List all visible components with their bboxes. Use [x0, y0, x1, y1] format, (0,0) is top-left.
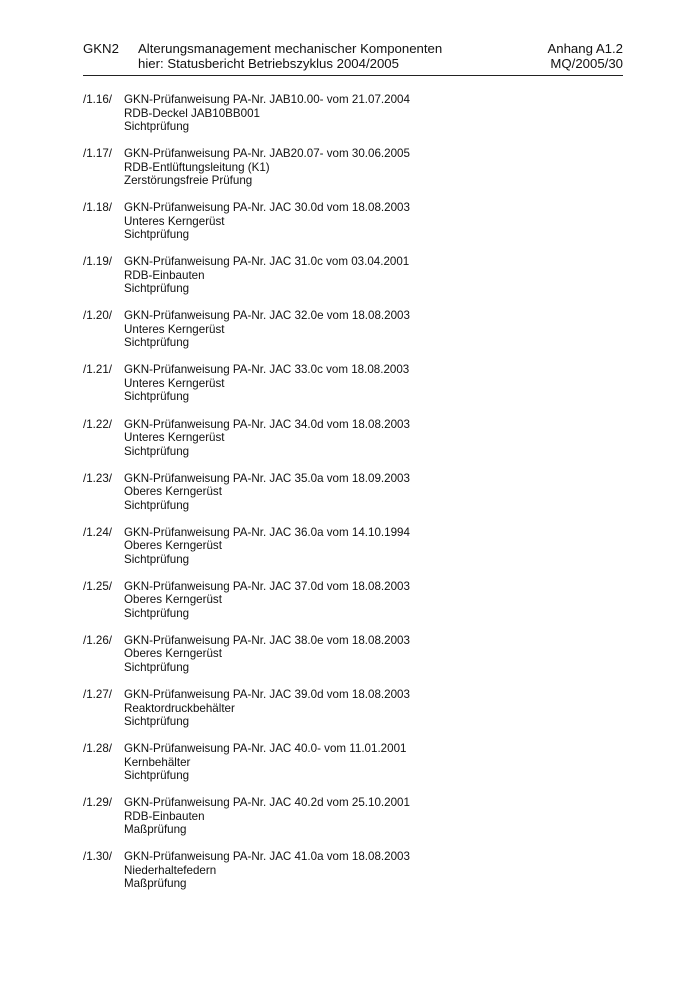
reference-item	[83, 472, 623, 513]
reference-item	[83, 580, 623, 621]
reference-test-type: Sichtprüfung	[124, 769, 190, 783]
reference-component: Oberes Kerngerüst	[124, 647, 222, 661]
reference-number: /1.27/	[83, 688, 113, 702]
reference-title: GKN-Prüfanweisung PA-Nr. JAC 38.0e vom 18.08.2003	[124, 633, 410, 647]
reference-component: Oberes Kerngerüst	[124, 485, 222, 499]
reference-title: GKN-Prüfanweisung PA-Nr. JAB20.07- vom 30.06.2005	[124, 147, 410, 161]
reference-component: RDB-Deckel JAB10BB001	[124, 106, 260, 120]
reference-item	[83, 796, 623, 837]
reference-number: /1.21/	[83, 363, 113, 377]
reference-component: Unteres Kerngerüst	[124, 431, 225, 445]
reference-test-type: Maßprüfung	[124, 877, 187, 891]
reference-body	[124, 363, 409, 404]
plant-code: GKN2	[83, 41, 119, 56]
reference-title: GKN-Prüfanweisung PA-Nr. JAC 40.2d vom 25.10.2001	[124, 796, 410, 810]
reference-body	[124, 201, 410, 242]
reference-body	[124, 255, 409, 296]
reference-test-type: Zerstörungsfreie Prüfung	[124, 174, 253, 188]
reference-title: GKN-Prüfanweisung PA-Nr. JAC 31.0c vom 03.04.2001	[124, 255, 410, 269]
reference-number: /1.26/	[83, 633, 113, 647]
reference-body	[124, 634, 410, 675]
reference-title: GKN-Prüfanweisung PA-Nr. JAC 33.0c vom 18.08.2003	[124, 363, 410, 377]
reference-item	[83, 147, 623, 188]
reference-item	[83, 363, 623, 404]
reference-component: Oberes Kerngerüst	[124, 593, 222, 607]
header-title-line2: hier: Statusbericht Betriebszyklus 2004/2005	[138, 56, 399, 71]
reference-number: /1.28/	[83, 742, 113, 756]
annex-label: Anhang A1.2	[547, 41, 623, 56]
report-id: MQ/2005/30	[550, 56, 623, 71]
reference-test-type: Sichtprüfung	[124, 282, 190, 296]
reference-title: GKN-Prüfanweisung PA-Nr. JAC 35.0a vom 18.09.2003	[124, 471, 410, 485]
reference-body	[124, 526, 410, 567]
reference-test-type: Sichtprüfung	[124, 120, 190, 133]
reference-item	[83, 850, 623, 891]
reference-component: Unteres Kerngerüst	[124, 322, 225, 336]
reference-number: /1.29/	[83, 796, 113, 810]
reference-title: GKN-Prüfanweisung PA-Nr. JAC 36.0a vom 14.10.1994	[124, 525, 410, 539]
reference-component: Unteres Kerngerüst	[124, 214, 225, 228]
reference-component: Niederhaltefedern	[124, 863, 217, 877]
reference-title: GKN-Prüfanweisung PA-Nr. JAB10.00- vom 21.07.2004	[124, 93, 410, 106]
header-right	[547, 41, 623, 71]
reference-title: GKN-Prüfanweisung PA-Nr. JAC 32.0e vom 18.08.2003	[124, 309, 410, 323]
reference-component: Oberes Kerngerüst	[124, 539, 222, 553]
reference-item	[83, 526, 623, 567]
reference-number: /1.19/	[83, 255, 113, 269]
reference-component: Unteres Kerngerüst	[124, 376, 225, 390]
reference-number: /1.24/	[83, 525, 113, 539]
reference-body	[124, 147, 410, 188]
header-title-line1: Alterungsmanagement mechanischer Komponenten	[138, 41, 443, 56]
reference-number: /1.25/	[83, 579, 113, 593]
reference-body	[124, 580, 410, 621]
reference-body	[124, 93, 410, 134]
reference-test-type: Sichtprüfung	[124, 498, 190, 512]
reference-number: /1.16/	[83, 93, 113, 106]
reference-item	[83, 309, 623, 350]
reference-body	[124, 850, 410, 891]
reference-title: GKN-Prüfanweisung PA-Nr. JAC 34.0d vom 18.08.2003	[124, 417, 410, 431]
reference-body	[124, 309, 410, 350]
reference-item	[83, 201, 623, 242]
reference-test-type: Sichtprüfung	[124, 606, 190, 620]
reference-title: GKN-Prüfanweisung PA-Nr. JAC 40.0- vom 11.01.2001	[124, 742, 407, 756]
reference-number: /1.17/	[83, 147, 113, 161]
reference-test-type: Sichtprüfung	[124, 660, 190, 674]
reference-test-type: Sichtprüfung	[124, 715, 190, 729]
reference-item	[83, 93, 623, 134]
reference-number: /1.18/	[83, 201, 113, 215]
reference-test-type: Maßprüfung	[124, 823, 187, 837]
reference-body	[124, 472, 410, 513]
reference-test-type: Sichtprüfung	[124, 552, 190, 566]
reference-number: /1.23/	[83, 471, 113, 485]
reference-item	[83, 418, 623, 459]
reference-title: GKN-Prüfanweisung PA-Nr. JAC 41.0a vom 18.08.2003	[124, 850, 410, 864]
reference-list	[83, 93, 623, 904]
reference-body	[124, 688, 410, 729]
reference-component: RDB-Einbauten	[124, 809, 205, 823]
page-header	[83, 41, 623, 76]
reference-number: /1.20/	[83, 309, 113, 323]
reference-body	[124, 742, 406, 783]
reference-item	[83, 255, 623, 296]
reference-component: Kernbehälter	[124, 755, 191, 769]
reference-item	[83, 742, 623, 783]
reference-title: GKN-Prüfanweisung PA-Nr. JAC 30.0d vom 18.08.2003	[124, 201, 410, 215]
reference-item	[83, 688, 623, 729]
reference-test-type: Sichtprüfung	[124, 336, 190, 350]
reference-body	[124, 418, 410, 459]
reference-number: /1.30/	[83, 850, 113, 864]
reference-number: /1.22/	[83, 417, 113, 431]
header-title	[138, 41, 442, 71]
reference-test-type: Sichtprüfung	[124, 390, 190, 404]
reference-title: GKN-Prüfanweisung PA-Nr. JAC 39.0d vom 18.08.2003	[124, 688, 410, 702]
reference-component: RDB-Einbauten	[124, 268, 205, 282]
reference-component: Reaktordruckbehälter	[124, 701, 235, 715]
reference-component: RDB-Entlüftungsleitung (K1)	[124, 160, 270, 174]
reference-title: GKN-Prüfanweisung PA-Nr. JAC 37.0d vom 18.08.2003	[124, 579, 410, 593]
reference-body	[124, 796, 410, 837]
reference-item	[83, 634, 623, 675]
reference-test-type: Sichtprüfung	[124, 228, 190, 242]
reference-test-type: Sichtprüfung	[124, 444, 190, 458]
